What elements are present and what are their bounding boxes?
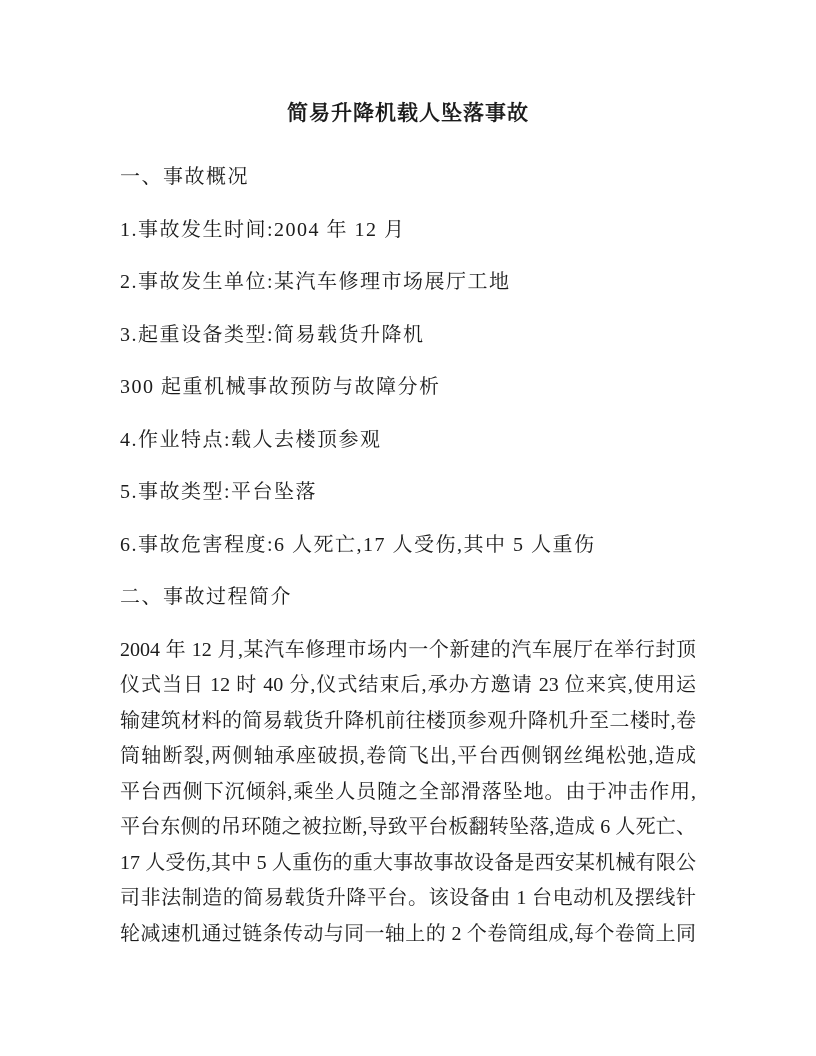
paragraph-line: 2004 年 12 月,某汽车修理市场内一个新建的汽车展厅在举行封顶 bbox=[120, 638, 696, 661]
paragraph-line: 平台东侧的吊环随之被拉断,导致平台板翻转坠落,造成 6 人死亡、 bbox=[120, 816, 696, 838]
paragraph-line: 17 人受伤,其中 5 人重伤的重大事故事故设备是西安某机械有限公 bbox=[120, 851, 696, 874]
section-1-heading: 一、事故概况 bbox=[120, 166, 249, 188]
section-2-heading: 二、事故过程简介 bbox=[120, 586, 292, 608]
list-item-accident-time: 1.事故发生时间:2004 年 12 月 bbox=[120, 218, 406, 241]
paragraph-line: 仪式当日 12 时 40 分,仪式结束后,承办方邀请 23 位来宾,使用运 bbox=[120, 674, 696, 696]
paragraph-line: 轮减速机通过链条传动与同一轴上的 2 个卷筒组成,每个卷筒上同 bbox=[120, 922, 696, 945]
list-item-series-note: 300 起重机械事故预防与故障分析 bbox=[120, 376, 441, 398]
list-item-operation-feature: 4.作业特点:载人去楼顶参观 bbox=[120, 428, 382, 451]
paragraph-line: 司非法制造的简易载货升降平台。该设备由 1 台电动机及摆线针 bbox=[120, 887, 696, 909]
list-item-accident-severity: 6.事故危害程度:6 人死亡,17 人受伤,其中 5 人重伤 bbox=[120, 533, 596, 556]
list-item-accident-type: 5.事故类型:平台坠落 bbox=[120, 481, 318, 503]
accident-process-paragraph bbox=[120, 633, 696, 953]
paragraph-line: 筒轴断裂,两侧轴承座破损,卷筒飞出,平台西侧钢丝绳松弛,造成 bbox=[120, 745, 696, 767]
paragraph-line: 输建筑材料的简易载货升降机前往楼顶参观升降机升至二楼时,卷 bbox=[120, 709, 696, 732]
document-title: 简易升降机载人坠落事故 bbox=[287, 101, 529, 125]
list-item-accident-unit: 2.事故发生单位:某汽车修理市场展厅工地 bbox=[120, 271, 511, 293]
paragraph-line: 平台西侧下沉倾斜,乘坐人员随之全部滑落坠地。由于冲击作用, bbox=[120, 780, 696, 803]
list-item-equipment-type: 3.起重设备类型:简易载货升降机 bbox=[120, 323, 425, 346]
